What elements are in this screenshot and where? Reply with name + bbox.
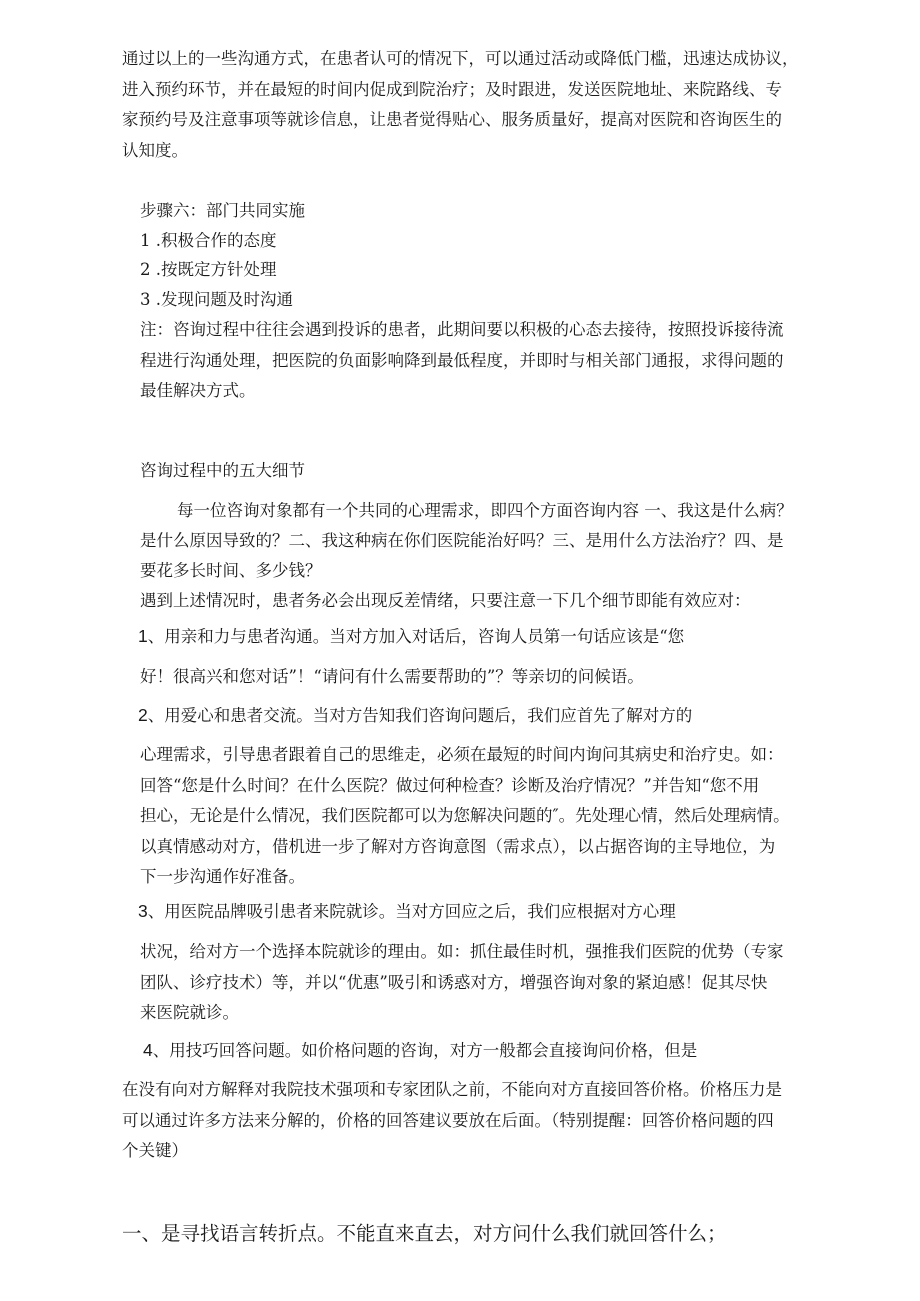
text-line: 来医院就诊。 — [140, 1003, 239, 1022]
detail-heading-text: 、用技巧回答问题。如价格问题的咨询，对方一般都会直接询问价格，但是 — [152, 1041, 698, 1060]
detail-heading-text: 、用医院品牌吸引患者来院就诊。当对方回应之后，我们应根据对方心理 — [147, 902, 676, 921]
intro-paragraph — [122, 44, 799, 166]
five-details-intro — [140, 496, 793, 616]
text-line: 程进行沟通处理，把医院的负面影响降到最低程度，并即时与相关部门通报，求得问题的 — [140, 350, 784, 370]
text-line: 团队、诊疗技术）等，并以“优惠”吸引和诱惑对方，增强咨询对象的紧迫感！促其尽快 — [140, 972, 768, 992]
text-line: 以真情感动对方，借机进一步了解对方咨询意图（需求点），以占据咨询的主导地位，为 — [140, 836, 776, 856]
detail-number: 3 — [138, 901, 148, 921]
text-line: 要花多长时间、多少钱？ — [140, 561, 322, 580]
detail-number: 2 — [138, 705, 148, 725]
text-line: 是什么原因导致的？二、我这种病在你们医院能治好吗？三、是用什么方法治疗？四、是 — [140, 531, 784, 550]
detail-4-body — [122, 1075, 782, 1167]
text-line: 遇到上述情况时，患者务必会出现反差情绪，只要注意一下几个细节即能有效应对： — [140, 591, 751, 610]
step6-note — [140, 315, 784, 407]
text-line: 在没有向对方解释对我院技术强项和专家团队之前，不能向对方直接回答价格。价格压力是 — [122, 1080, 782, 1099]
step6-section — [140, 196, 305, 314]
text-line: 进入预约环节，并在最短的时间内促成到院治疗；及时跟进，发送医院地址、来院路线、专 — [122, 79, 782, 99]
text-line: 通过以上的一些沟通方式，在患者认可的情况下，可以通过活动或降低门槛，迅速达成协议， — [122, 49, 799, 68]
detail-1-heading — [138, 623, 684, 647]
list-item: 2 .按既定方针处理 — [140, 260, 277, 279]
text-line: 状况，给对方一个选择本院就诊的理由。如：抓住最佳时机，强推我们医院的优势（专家 — [140, 942, 784, 961]
last-line: 一、是寻找语言转折点。不能直来直去，对方问什么我们就回答什么； — [122, 1222, 727, 1245]
list-item: 1 .积极合作的态度 — [140, 230, 277, 250]
step6-title: 步骤六：部门共同实施 — [140, 201, 305, 220]
detail-heading-text: 、用亲和力与患者沟通。当对方加入对话后，咨询人员第一句话应该是“您 — [147, 627, 685, 646]
detail-3-body — [140, 937, 784, 1029]
text-line: 回答“您是什么时间？在什么医院？做过何种检查？诊断及治疗情况？”并告知“您不用 — [140, 775, 760, 795]
detail-2-heading — [138, 702, 692, 726]
detail-number: 4 — [143, 1040, 153, 1060]
text-line: 下一步沟通作好准备。 — [140, 867, 305, 886]
detail-4-heading — [143, 1037, 697, 1061]
detail-heading-text: 、用爱心和患者交流。当对方告知我们咨询问题后，我们应首先了解对方的 — [147, 706, 693, 725]
text-line: 每一位咨询对象都有一个共同的心理需求，即四个方面咨询内容 一、我这是什么病？ — [177, 501, 793, 520]
detail-number: 1 — [138, 626, 148, 646]
detail-3-heading — [138, 898, 676, 922]
list-item: 3 .发现问题及时沟通 — [140, 289, 293, 309]
text-line: 心理需求，引导患者跟着自己的思维走，必须在最短的时间内询问其病史和治疗史。如： — [140, 745, 784, 764]
detail-1-body — [140, 663, 644, 687]
text-line: 担心，无论是什么情况，我们医院都可以为您解决问题的″。先处理心情，然后处理病情。 — [140, 806, 790, 825]
text-line: 个关键） — [122, 1141, 188, 1160]
text-line: 最佳解决方式。 — [140, 381, 256, 400]
text-line: 可以通过许多方法来分解的，价格的回答建议要放在后面。（特别提醒：回答价格问题的四 — [122, 1110, 774, 1130]
text-line: 好！很高兴和您对话”！“请问有什么需要帮助的”？等亲切的问候语。 — [140, 667, 644, 686]
five-details-title: 咨询过程中的五大细节 — [140, 461, 305, 480]
detail-2-body — [140, 740, 790, 893]
text-line: 家预约号及注意事项等就诊信息，让患者觉得贴心、服务质量好，提高对医院和咨询医生的 — [122, 110, 782, 129]
text-line: 注：咨询过程中往往会遇到投诉的患者，此期间要以积极的心态去接待，按照投诉接待流 — [140, 320, 784, 339]
text-line: 认知度。 — [122, 140, 188, 160]
